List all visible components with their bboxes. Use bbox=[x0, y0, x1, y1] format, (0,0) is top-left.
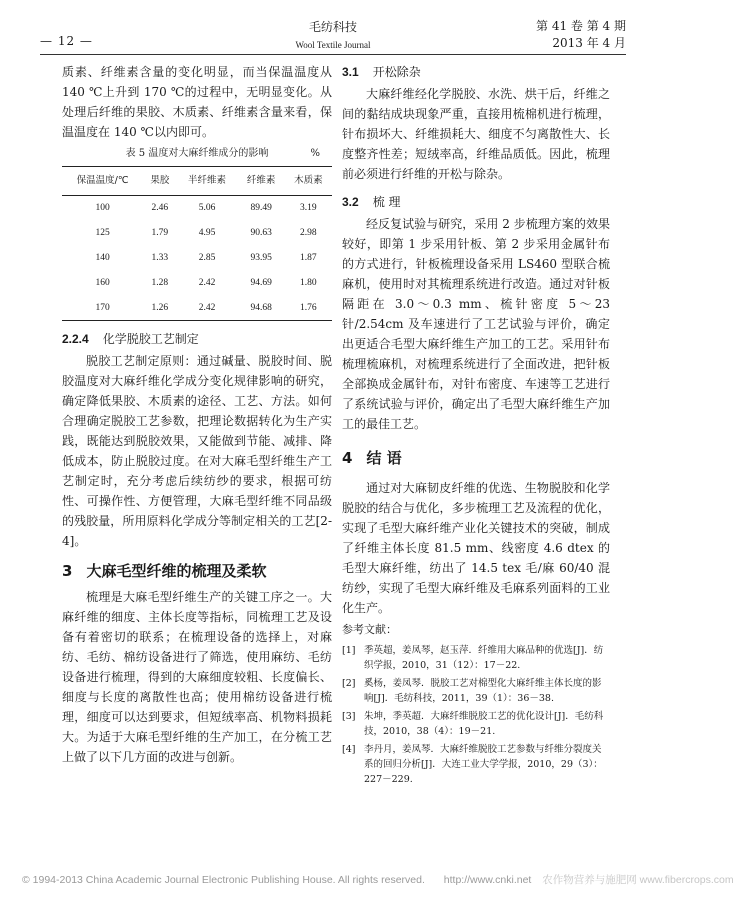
header-rule bbox=[40, 54, 626, 55]
table-cell: 94.68 bbox=[238, 296, 285, 321]
page-footer bbox=[22, 872, 734, 887]
copyright-notice: © 1994-2013 China Academic Journal Electronic Publishing House. All rights reserved. bbox=[22, 874, 425, 886]
carding-intro-paragraph: 梳理是大麻毛型纤维生产的关键工序之一。大麻纤维的细度、主体长度等指标，同梳理工艺及设备有着密切的联系；在梳理设备的选择上，对麻纺、毛纺、棉纺设备进行了筛选，使用麻纺、毛纺设备进行梳理，得到的大麻细度较粗、长度偏长、细度与长度的离散性也高；使用棉纺设备进行梳理，细度可以达到要求，但短绒率高、机物料损耗大。为适于大麻毛型纤维的生产加工，在分梳工艺上做了以下几方面的改进与创新。 bbox=[62, 590, 332, 764]
table-cell: 90.63 bbox=[250, 228, 272, 238]
table-cell: 1.79 bbox=[151, 228, 169, 238]
table-row bbox=[62, 271, 332, 296]
journal-name-en: Wool Textile Journal bbox=[295, 40, 371, 50]
table-cell: 89.49 bbox=[250, 203, 272, 214]
table-cell: 4.95 bbox=[198, 228, 216, 238]
reference-text: 奚杨，姜凤琴．脱胶工艺对棉型化大麻纤维主体长度的影响[J]．毛纺科技，2011，39（1）：36－38. bbox=[364, 678, 602, 704]
composition-table bbox=[62, 166, 332, 321]
reference-item bbox=[342, 709, 610, 739]
reference-text: 朱坤，季英超．大麻纤维脱胶工艺的优化设计[J]．毛纺科技，2010，38（4）：19－21. bbox=[364, 711, 604, 737]
section-number: 4 bbox=[342, 449, 353, 467]
table-cell: 93.95 bbox=[250, 253, 272, 263]
table-cell: 1.76 bbox=[285, 296, 332, 321]
reference-text: 李丹月，姜凤琴．大麻纤维脱胶工艺参数与纤维分裂度关系的回归分析[J]．大连工业大学学报，2010，29（3）：227－229. bbox=[364, 744, 603, 785]
table-cell: 170 bbox=[62, 296, 143, 321]
reference-index: [2] bbox=[342, 678, 356, 689]
conclusion-paragraph: 通过对大麻韧皮纤维的优选、生物脱胶和化学脱胶的结合与优化，多步梳理工艺及流程的优化，实现了毛型大麻纤维产业化关键技术的突破，制成了纤维主体长度 81.5 mm、线密度 4.6 dtex 的毛型大麻纤维，纺出了 14.5 tex 毛/麻 60/40 混纺纱，实现了毛型大麻纤维及毛麻系列面料的工业化生产。 bbox=[342, 481, 610, 615]
subsection-number: 3.2 bbox=[342, 195, 359, 209]
table-cell: 1.87 bbox=[300, 253, 317, 263]
table-cell: 94.69 bbox=[250, 278, 272, 288]
table-cell: 5.06 bbox=[198, 203, 216, 214]
reference-index: [4] bbox=[342, 744, 356, 755]
table-cell: 125 bbox=[95, 228, 110, 238]
reference-item bbox=[342, 676, 610, 706]
section-title: 大麻毛型纤维的梳理及柔软 bbox=[86, 562, 267, 580]
table-cell: 100 bbox=[95, 203, 110, 214]
table-row bbox=[62, 196, 332, 221]
subsection-title: 梳 理 bbox=[372, 195, 401, 209]
col-header-pectin: 果胶 bbox=[143, 167, 176, 196]
section-number: 3 bbox=[62, 562, 73, 580]
section-heading bbox=[62, 561, 332, 581]
section-heading bbox=[342, 448, 610, 468]
subsection-heading bbox=[62, 329, 332, 349]
table-cell: 1.26 bbox=[143, 296, 176, 321]
col-header-temp: 保温温度/℃ bbox=[62, 167, 143, 196]
issue-info bbox=[536, 18, 626, 52]
reference-item bbox=[342, 643, 610, 673]
reference-index: [3] bbox=[342, 711, 356, 722]
watermark-text: 农作物营养与施肥网 www.fibercrops.com bbox=[542, 874, 734, 886]
table-cell: 3.19 bbox=[300, 203, 317, 214]
issue-date: 2013 年 4 月 bbox=[552, 36, 626, 50]
table-cell: 2.46 bbox=[151, 203, 169, 214]
intro-paragraph: 质素、纤维素含量的变化明显，而当保温温度从 140 ℃上升到 170 ℃的过程中，无明显变化。从处理后纤维的果胶、木质素、纤维素含量来看，保温温度在 140 ℃以内即可。 bbox=[62, 65, 332, 139]
table-unit: % bbox=[310, 148, 320, 159]
table-cell: 140 bbox=[95, 253, 110, 263]
table-row bbox=[62, 296, 332, 321]
carding-paragraph: 经反复试验与研究，采用 2 步梳理方案的效果较好，即第 1 步采用针板、第 2 步采用金属针布的方式进行，针板梳理设备采用 LS460 型联合梳麻机，使用时对其梳理系统进行改造。通过对针板隔距在 3.0～0.3 mm、梳针密度 5～23 针/2.54cm 及车速进行了工艺试验与评价，确定出更适合毛型大麻纤维生产加工的工艺。采用针布梳理梳麻机，对梳理系统进行了全面改进，把针板全部换成金属针布，对针布密度、车速等工艺进行了系统试验与评价，确定出了毛型大麻纤维生产加工的最佳工艺。 bbox=[342, 217, 610, 431]
table-cell: 1.80 bbox=[300, 278, 317, 288]
table-cell: 1.28 bbox=[151, 278, 169, 288]
table-cell: 2.42 bbox=[177, 296, 238, 321]
volume-issue: 第 41 卷 第 4 期 bbox=[536, 19, 626, 33]
subsection-heading bbox=[342, 192, 610, 212]
subsection-number: 3.1 bbox=[342, 65, 359, 79]
table-row bbox=[62, 246, 332, 271]
journal-name-cn: 毛纺科技 bbox=[308, 20, 357, 34]
table-caption bbox=[62, 144, 332, 164]
section-title: 结 语 bbox=[366, 449, 402, 467]
subsection-title: 化学脱胶工艺制定 bbox=[102, 332, 199, 346]
cnki-link[interactable]: http://www.cnki.net bbox=[443, 874, 532, 886]
table-caption-text: 表 5 温度对大麻纤维成分的影响 bbox=[125, 148, 269, 159]
left-column bbox=[62, 62, 332, 767]
opening-paragraph: 大麻纤维经化学脱胶、水洗、烘干后，纤维之间的黏结成块现象严重，直接用梳棉机进行梳理，针布损坏大、纤维损耗大、细度不匀离散性大、长度整齐性差；短绒率高，纤维品质低。因此，梳理前必须进行纤维的开松与除杂。 bbox=[342, 87, 610, 181]
subsection-number: 2.2.4 bbox=[62, 332, 89, 346]
col-header-hemicellulose: 半纤维素 bbox=[177, 167, 238, 196]
table-cell: 2.85 bbox=[198, 253, 216, 263]
reference-item bbox=[342, 742, 610, 787]
table-cell: 1.33 bbox=[151, 253, 169, 263]
page-number: — 12 — bbox=[40, 34, 93, 48]
subsection-title: 开松除杂 bbox=[372, 65, 421, 79]
table-cell: 2.98 bbox=[300, 228, 317, 238]
subsection-heading bbox=[342, 62, 610, 82]
col-header-lignin: 木质素 bbox=[285, 167, 332, 196]
table-row bbox=[62, 221, 332, 246]
table-header-row bbox=[62, 167, 332, 196]
reference-text: 季英超，姜凤琴，赵玉萍．纤维用大麻品种的优选[J]．纺织学报，2010，31（12）：17－22. bbox=[364, 645, 604, 671]
table-cell: 2.42 bbox=[198, 278, 216, 288]
table-cell: 160 bbox=[95, 278, 110, 288]
col-header-cellulose: 纤维素 bbox=[238, 167, 285, 196]
degumming-paragraph: 脱胶工艺制定原则：通过碱量、脱胶时间、脱胶温度对大麻纤维化学成分变化规律影响的研究，确定降低果胶、木质素的途径、工艺、方法。如何合理确定脱胶工艺参数，把理论数据转化为生产实践，既能达到脱胶效果，又能做到节能、减排、降低成本，防止脱胶过度。在对大麻毛型纤维生产工艺制定时，充分考虑后续纺纱的要求，根据可纺性、可操作性、方便管理，大麻毛型纤维不同品级的残胶量，所用原料化学成分等制定相关的工艺[2-4]。 bbox=[62, 354, 332, 548]
references-title: 参考文献： bbox=[342, 623, 397, 636]
reference-index: [1] bbox=[342, 645, 356, 656]
right-column bbox=[342, 62, 610, 787]
